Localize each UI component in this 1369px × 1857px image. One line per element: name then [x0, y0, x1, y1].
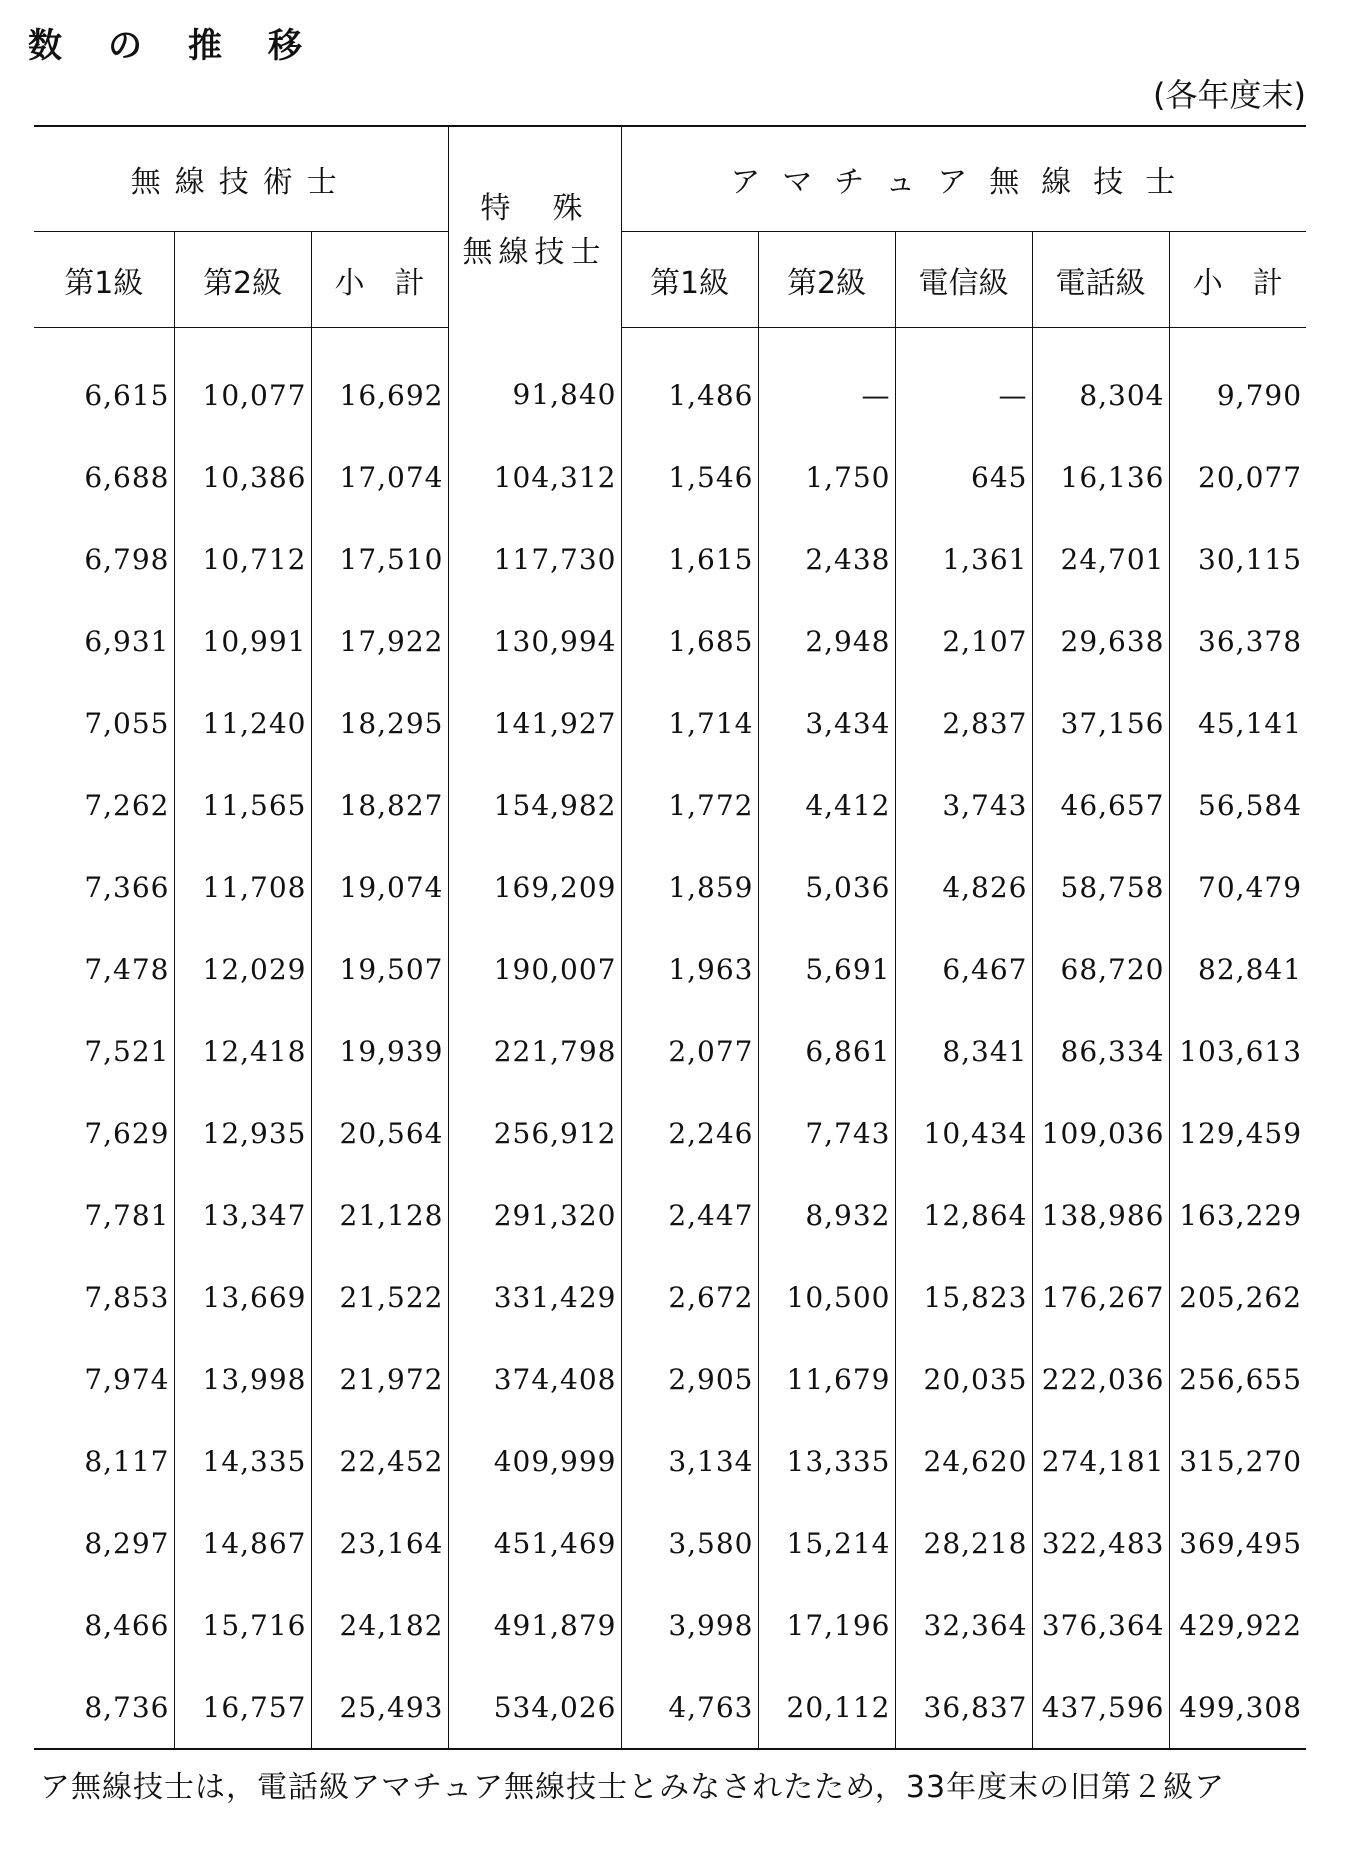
- table-cell: 13,347: [174, 1174, 311, 1256]
- table-cell: 104,312: [448, 436, 621, 518]
- table-cell: 176,267: [1032, 1256, 1169, 1338]
- header-radio-engineer-group: 無線技術士: [34, 126, 448, 232]
- table-cell: 291,320: [448, 1174, 621, 1256]
- table-cell: 7,629: [34, 1092, 174, 1174]
- table-cell: 14,335: [174, 1420, 311, 1502]
- table-cell: 13,998: [174, 1338, 311, 1420]
- table-cell: 154,982: [448, 764, 621, 846]
- table-cell: 8,736: [34, 1666, 174, 1749]
- table-cell: 24,182: [311, 1584, 448, 1666]
- table-cell: 10,077: [174, 328, 311, 437]
- table-cell: 6,798: [34, 518, 174, 600]
- table-cell: 1,361: [895, 518, 1032, 600]
- table-cell: 21,972: [311, 1338, 448, 1420]
- table-cell: 163,229: [1179, 1198, 1303, 1232]
- table-cell: 28,218: [895, 1502, 1032, 1584]
- header-amateur-subtotal: 小 計: [1169, 232, 1306, 328]
- table-cell: 169,209: [448, 846, 621, 928]
- table-cell: 1,486: [621, 328, 758, 437]
- table-cell: 1,772: [621, 764, 758, 846]
- table-cell: 205,262: [1179, 1280, 1303, 1314]
- table-row: [34, 1584, 1306, 1666]
- table-cell: 19,074: [311, 846, 448, 928]
- table-cell: 1,963: [621, 928, 758, 1010]
- table-cell: 18,827: [311, 764, 448, 846]
- table-cell: 13,669: [174, 1256, 311, 1338]
- header-amateur-group: アマチュア無線技士: [621, 126, 1306, 232]
- table-cell: 190,007: [448, 928, 621, 1010]
- table-row: [34, 328, 1306, 437]
- table-cell: 7,974: [34, 1338, 174, 1420]
- table-row: [34, 764, 1306, 846]
- table-cell: 322,483: [1032, 1502, 1169, 1584]
- table-cell: 58,758: [1032, 846, 1169, 928]
- table-cell: 10,991: [174, 600, 311, 682]
- table-cell: 16,757: [174, 1666, 311, 1749]
- table-cell: 15,823: [895, 1256, 1032, 1338]
- table-cell: 8,932: [758, 1174, 895, 1256]
- header-special-line1: 特 殊: [480, 191, 589, 227]
- table-cell: 221,798: [448, 1010, 621, 1092]
- table-cell: 70,479: [1198, 870, 1303, 904]
- statistics-table: [34, 125, 1306, 1750]
- table-row: [34, 682, 1306, 764]
- table-row: [34, 1092, 1306, 1174]
- table-cell: 19,939: [311, 1010, 448, 1092]
- table-row: [34, 1338, 1306, 1420]
- table-cell: 32,364: [895, 1584, 1032, 1666]
- table-row: [34, 436, 1306, 518]
- header-special-line2: 無線技士: [462, 235, 607, 271]
- table-cell: 5,691: [758, 928, 895, 1010]
- table-cell: 7,521: [34, 1010, 174, 1092]
- table-cell: —: [758, 328, 895, 437]
- header-telephone: 電話級: [1032, 232, 1169, 328]
- table-cell: 10,500: [758, 1256, 895, 1338]
- table-cell: 18,295: [311, 682, 448, 764]
- table-cell: 86,334: [1032, 1010, 1169, 1092]
- table-cell: 36,378: [1198, 624, 1303, 658]
- table-cell: 315,270: [1179, 1444, 1303, 1478]
- table-row: [34, 600, 1306, 682]
- table-cell: 369,495: [1179, 1526, 1303, 1560]
- table-cell: 437,596: [1032, 1666, 1169, 1749]
- table-cell: 7,853: [34, 1256, 174, 1338]
- table-cell: 534,026: [448, 1666, 621, 1749]
- table-cell: 222,036: [1032, 1338, 1169, 1420]
- table-cell: 45,141: [1198, 706, 1303, 740]
- table-cell: 7,055: [34, 682, 174, 764]
- table-row: [34, 846, 1306, 928]
- table-cell: 6,861: [758, 1010, 895, 1092]
- table-cell: 256,655: [1179, 1362, 1303, 1396]
- table-cell: 11,565: [174, 764, 311, 846]
- table-body: [34, 328, 1306, 1750]
- table-cell: 6,688: [34, 436, 174, 518]
- table-cell: 8,297: [34, 1502, 174, 1584]
- table-cell: 17,510: [311, 518, 448, 600]
- table-cell: 4,763: [621, 1666, 758, 1749]
- header-subtotal: 小 計: [311, 232, 448, 328]
- table-cell: 17,074: [311, 436, 448, 518]
- table-cell: 8,466: [34, 1584, 174, 1666]
- table-cell: 56,584: [1198, 788, 1303, 822]
- table-cell: 23,164: [311, 1502, 448, 1584]
- table-cell: 1,546: [621, 436, 758, 518]
- table-cell: 491,879: [448, 1584, 621, 1666]
- table-cell: 91,840: [448, 328, 621, 437]
- table-cell: 1,714: [621, 682, 758, 764]
- table-row: [34, 928, 1306, 1010]
- table-cell: 13,335: [758, 1420, 895, 1502]
- statistics-table-container: [34, 125, 1306, 1750]
- table-cell: 141,927: [448, 682, 621, 764]
- header-amateur-class1: 第1級: [621, 232, 758, 328]
- table-cell: 21,128: [311, 1174, 448, 1256]
- table-cell: 10,434: [895, 1092, 1032, 1174]
- table-cell: 2,246: [621, 1092, 758, 1174]
- header-telegraph: 電信級: [895, 232, 1032, 328]
- table-cell: 645: [895, 436, 1032, 518]
- table-cell: 46,657: [1032, 764, 1169, 846]
- table-cell: 82,841: [1198, 952, 1303, 986]
- table-cell: 3,743: [895, 764, 1032, 846]
- table-cell: 6,467: [895, 928, 1032, 1010]
- table-row: [34, 1420, 1306, 1502]
- table-cell: 17,196: [758, 1584, 895, 1666]
- table-cell: 117,730: [448, 518, 621, 600]
- table-cell: 37,156: [1032, 682, 1169, 764]
- header-class2: 第2級: [174, 232, 311, 328]
- table-row: [34, 1666, 1306, 1749]
- table-cell: 7,743: [758, 1092, 895, 1174]
- table-cell: 499,308: [1169, 1666, 1306, 1749]
- table-cell: 451,469: [448, 1502, 621, 1584]
- header-special-radio-operator: [448, 126, 621, 328]
- table-cell: 2,438: [758, 518, 895, 600]
- table-cell: 16,136: [1032, 436, 1169, 518]
- table-cell: 2,837: [895, 682, 1032, 764]
- table-row: [34, 1502, 1306, 1584]
- table-row: [34, 1174, 1306, 1256]
- table-cell: 11,240: [174, 682, 311, 764]
- table-cell: 8,341: [895, 1010, 1032, 1092]
- table-cell: 11,708: [174, 846, 311, 928]
- table-cell: 11,679: [758, 1338, 895, 1420]
- table-cell: 6,615: [34, 328, 174, 437]
- table-cell: 12,864: [895, 1174, 1032, 1256]
- period-note: (各年度末): [1153, 76, 1306, 114]
- table-cell: 25,493: [311, 1666, 448, 1749]
- page-title: 数の推移: [28, 26, 348, 66]
- table-cell: 3,998: [621, 1584, 758, 1666]
- table-cell: 36,837: [895, 1666, 1032, 1749]
- table-cell: 1,685: [621, 600, 758, 682]
- table-cell: 138,986: [1032, 1174, 1169, 1256]
- table-row: [34, 1010, 1306, 1092]
- table-cell: 12,418: [174, 1010, 311, 1092]
- table-cell: 20,112: [758, 1666, 895, 1749]
- table-cell: 24,701: [1032, 518, 1169, 600]
- table-cell: 8,304: [1032, 328, 1169, 437]
- table-cell: 7,262: [34, 764, 174, 846]
- table-cell: 15,214: [758, 1502, 895, 1584]
- table-cell: 2,672: [621, 1256, 758, 1338]
- table-cell: 21,522: [311, 1256, 448, 1338]
- table-cell: 331,429: [448, 1256, 621, 1338]
- table-cell: 2,107: [895, 600, 1032, 682]
- table-cell: 22,452: [311, 1420, 448, 1502]
- table-cell: 5,036: [758, 846, 895, 928]
- table-cell: 429,922: [1179, 1608, 1303, 1642]
- table-cell: 20,035: [895, 1338, 1032, 1420]
- footnote: ア無線技士は，電話級アマチュア無線技士とみなされたため，33年度末の旧第２級ア: [40, 1770, 1226, 1805]
- header-amateur-class2: 第2級: [758, 232, 895, 328]
- table-cell: 129,459: [1179, 1116, 1303, 1150]
- table-cell: 130,994: [448, 600, 621, 682]
- table-cell: 409,999: [448, 1420, 621, 1502]
- table-cell: 29,638: [1032, 600, 1169, 682]
- table-cell: 17,922: [311, 600, 448, 682]
- table-cell: 9,790: [1216, 378, 1303, 412]
- table-cell: 2,447: [621, 1174, 758, 1256]
- header-class1: 第1級: [34, 232, 174, 328]
- table-cell: 16,692: [311, 328, 448, 437]
- table-cell: 1,750: [758, 436, 895, 518]
- table-cell: 2,948: [758, 600, 895, 682]
- table-cell: 7,366: [34, 846, 174, 928]
- table-cell: 376,364: [1032, 1584, 1169, 1666]
- table-cell: 1,615: [621, 518, 758, 600]
- table-cell: 68,720: [1032, 928, 1169, 1010]
- table-cell: 10,386: [174, 436, 311, 518]
- table-cell: 3,134: [621, 1420, 758, 1502]
- table-cell: 15,716: [174, 1584, 311, 1666]
- table-cell: 24,620: [895, 1420, 1032, 1502]
- table-cell: 7,781: [34, 1174, 174, 1256]
- table-cell: 3,580: [621, 1502, 758, 1584]
- table-row: [34, 518, 1306, 600]
- table-cell: 20,564: [311, 1092, 448, 1174]
- table-cell: 103,613: [1179, 1034, 1303, 1068]
- table-cell: 274,181: [1032, 1420, 1169, 1502]
- table-cell: 10,712: [174, 518, 311, 600]
- table-cell: 2,905: [621, 1338, 758, 1420]
- table-cell: 109,036: [1032, 1092, 1169, 1174]
- table-cell: 30,115: [1198, 542, 1303, 576]
- table-cell: 4,826: [895, 846, 1032, 928]
- table-cell: 4,412: [758, 764, 895, 846]
- table-cell: 12,029: [174, 928, 311, 1010]
- table-cell: 3,434: [758, 682, 895, 764]
- table-cell: 2,077: [621, 1010, 758, 1092]
- table-cell: 374,408: [448, 1338, 621, 1420]
- table-cell: —: [895, 328, 1032, 437]
- table-cell: 6,931: [34, 600, 174, 682]
- table-cell: 8,117: [34, 1420, 174, 1502]
- table-cell: 7,478: [34, 928, 174, 1010]
- table-row: [34, 1256, 1306, 1338]
- table-cell: 20,077: [1198, 460, 1303, 494]
- table-cell: 19,507: [311, 928, 448, 1010]
- table-cell: 12,935: [174, 1092, 311, 1174]
- table-cell: 14,867: [174, 1502, 311, 1584]
- table-cell: 256,912: [448, 1092, 621, 1174]
- table-cell: 1,859: [621, 846, 758, 928]
